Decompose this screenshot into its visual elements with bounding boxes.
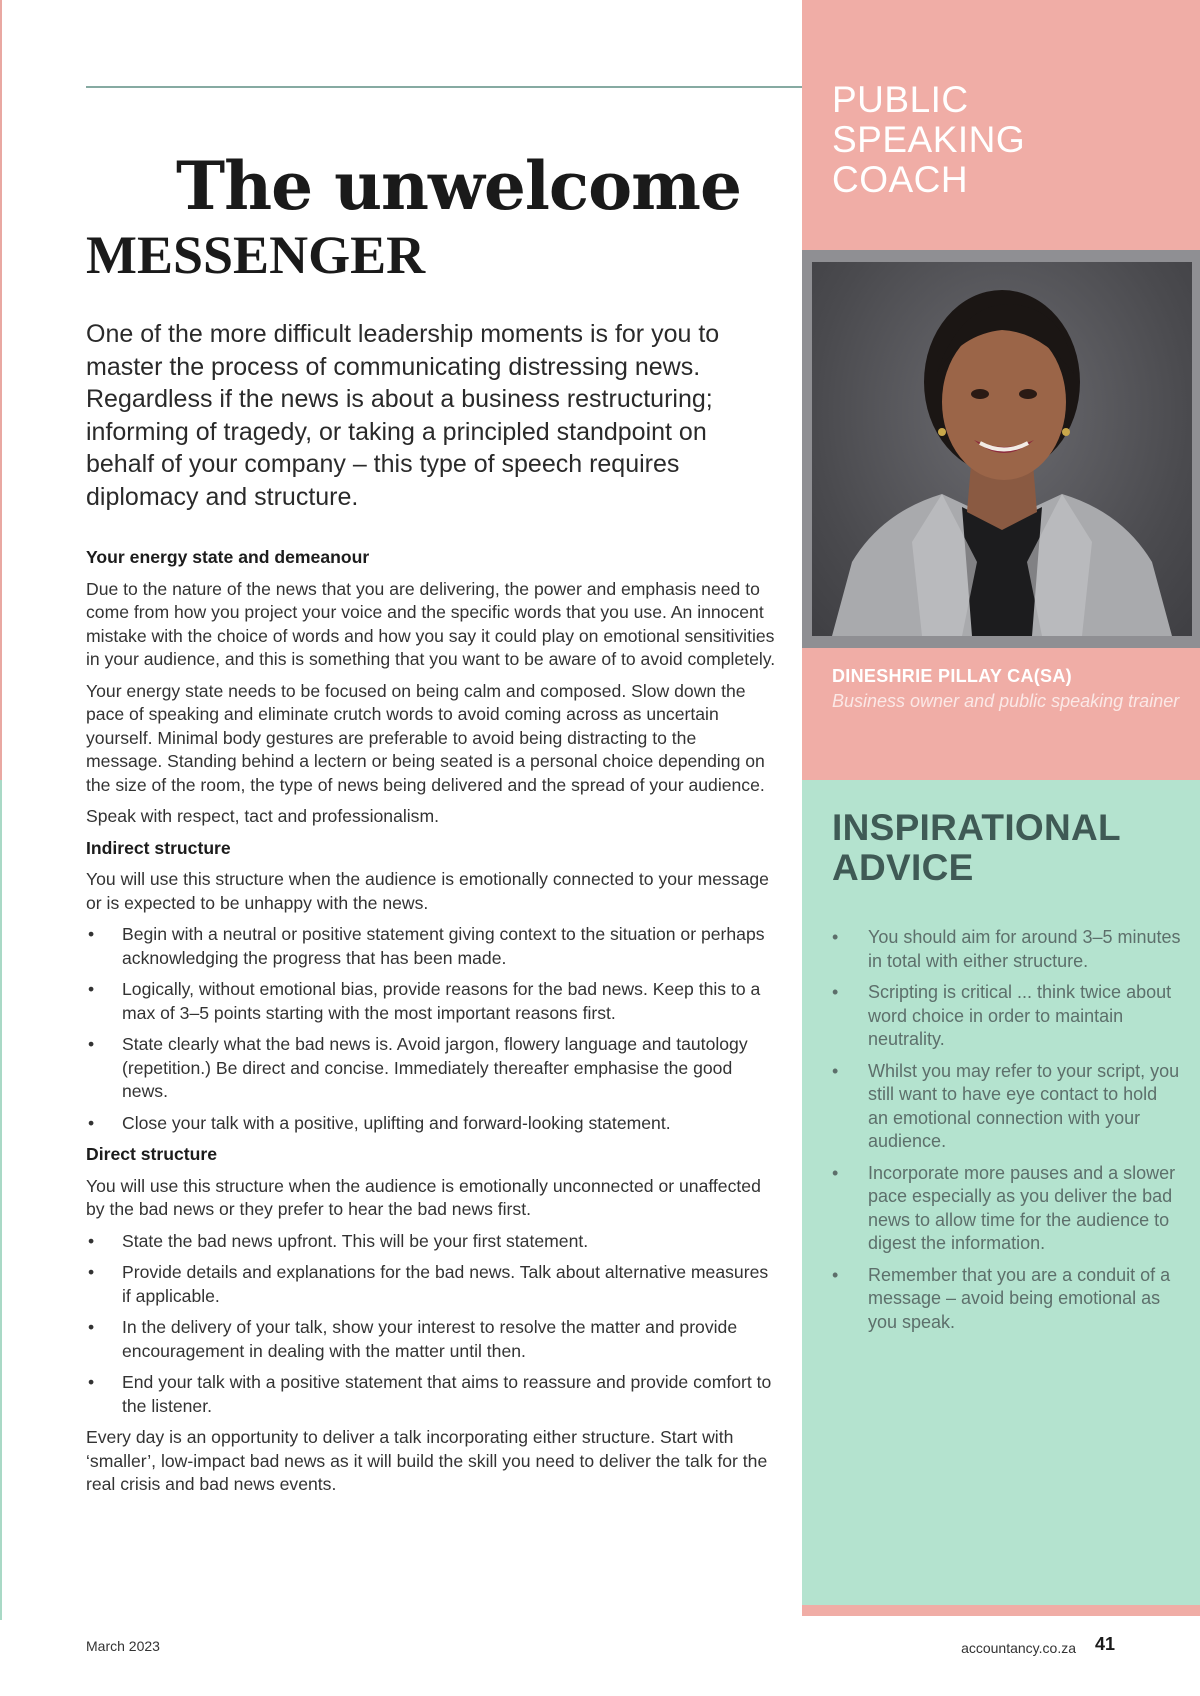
tip-text: You should aim for around 3–5 minutes in total with either structure. bbox=[868, 927, 1181, 971]
portrait-illustration bbox=[812, 262, 1192, 636]
energy-paragraph-1: Due to the nature of the news that you are delivering, the power and emphasis need to come from how you project your voice and the specific words that you use. An innocent mistake with the choice of words and how you say it could play on emotional sensitivities in your audience, and this is something that you want to be aware of to avoid completely. bbox=[86, 578, 776, 669]
author-photo bbox=[812, 262, 1192, 636]
tip-text: Whilst you may refer to your script, you still want to have eye contact to hold an emotional connection with your audience. bbox=[868, 1060, 1180, 1151]
list-item-text: State clearly what the bad news is. Avoid jargon, flowery language and tautology (repetition.) Be direct and concise. Immediately thereafter emphasise the good news. bbox=[122, 1034, 748, 1101]
author-role: Business owner and public speaking trainer bbox=[832, 691, 1180, 711]
bullet-glyph: • bbox=[88, 1372, 95, 1392]
left-edge-stripe-green bbox=[0, 780, 2, 1620]
list-item-text: State the bad news upfront. This will be your first statement. bbox=[122, 1230, 589, 1251]
bullet-glyph: • bbox=[88, 924, 95, 944]
list-item-text: Provide details and explanations for the bad news. Talk about alternative measures if applicable. bbox=[122, 1262, 769, 1306]
page-number: 41 bbox=[1095, 1634, 1116, 1654]
list-item bbox=[832, 981, 1182, 1052]
bullet-glyph: • bbox=[832, 1060, 839, 1081]
top-rule bbox=[86, 86, 802, 88]
bullet-glyph: • bbox=[832, 927, 839, 947]
list-item bbox=[86, 1033, 776, 1104]
bullet-glyph: • bbox=[88, 1112, 95, 1133]
list-item bbox=[832, 926, 1182, 973]
bullet-glyph: • bbox=[88, 1034, 95, 1054]
tip-text: Scripting is critical ... think twice about word choice in order to maintain neutrality. bbox=[868, 982, 1172, 1049]
bullet-glyph: • bbox=[832, 1162, 839, 1183]
bullet-glyph: • bbox=[88, 1262, 95, 1282]
list-item bbox=[86, 1316, 776, 1363]
bullet-glyph: • bbox=[88, 1230, 95, 1251]
bullet-glyph: • bbox=[832, 982, 839, 1002]
author-name: DINESHRIE PILLAY CA(SA) bbox=[832, 666, 1072, 686]
indirect-heading: Indirect structure bbox=[86, 837, 231, 858]
sidebar-section-title bbox=[832, 79, 1026, 200]
list-item bbox=[832, 1162, 1182, 1256]
sidebar-bottom-strip bbox=[802, 1605, 1200, 1616]
list-item bbox=[86, 1112, 776, 1136]
list-item bbox=[832, 1264, 1182, 1335]
footer-site: accountancy.co.za bbox=[961, 1640, 1076, 1656]
left-edge-stripe-pink bbox=[0, 0, 2, 780]
list-item bbox=[86, 1261, 776, 1308]
list-item bbox=[832, 1060, 1182, 1154]
list-item-text: Logically, without emotional bias, provide reasons for the bad news. Keep this to a max of 3–5 points starting with the most important reasons first. bbox=[122, 979, 761, 1023]
direct-list bbox=[86, 1230, 776, 1419]
tip-text: Remember that you are a conduit of a message – avoid being emotional as you speak. bbox=[868, 1264, 1171, 1332]
advice-title-text: INSPIRATIONAL ADVICE bbox=[832, 807, 1121, 888]
list-item bbox=[86, 978, 776, 1025]
bullet-glyph: • bbox=[88, 979, 95, 999]
energy-paragraph-3: Speak with respect, tact and professionalism. bbox=[86, 806, 440, 826]
indirect-intro: You will use this structure when the audience is emotionally connected to your message or is expected to be unhappy with the news. bbox=[86, 869, 769, 913]
bullet-glyph: • bbox=[832, 1264, 839, 1285]
indirect-list bbox=[86, 923, 776, 1135]
lead-paragraph: One of the more difficult leadership moments is for you to master the process of communicating distressing news. Regardless if the news is about a business restructuring; informing of tragedy, or taking a principled standpoint on behalf of your company – this type of speech requires diplomacy and structure. bbox=[86, 320, 720, 511]
list-item bbox=[86, 923, 776, 970]
closing-paragraph: Every day is an opportunity to deliver a talk incorporating either structure. Start with ‘smaller’, low-impact bad news as it will build the skill you need to deliver the talk for the real crisis and bad news events. bbox=[86, 1427, 768, 1494]
advice-title bbox=[832, 807, 1121, 888]
energy-heading: Your energy state and demeanour bbox=[86, 547, 370, 567]
sidebar-section-title-text: PUBLIC SPEAKING COACH bbox=[832, 79, 1026, 200]
list-item-text: End your talk with a positive statement that aims to reassure and provide comfort to the listener. bbox=[122, 1372, 772, 1416]
direct-intro: You will use this structure when the audience is emotionally unconnected or unaffected by the bad news or they prefer to hear the bad news first. bbox=[86, 1175, 761, 1219]
footer-date: March 2023 bbox=[86, 1638, 160, 1654]
article-title: The unwelcome bbox=[176, 147, 741, 225]
article-body bbox=[86, 546, 776, 1505]
list-item bbox=[86, 1230, 776, 1254]
list-item bbox=[86, 1371, 776, 1418]
list-item-text: Begin with a neutral or positive statement giving context to the situation or perhaps acknowledging the progress that has been made. bbox=[122, 924, 765, 968]
list-item-text: In the delivery of your talk, show your interest to resolve the matter and provide encouragement in dealing with the matter until then. bbox=[122, 1317, 738, 1361]
energy-paragraph-2: Your energy state needs to be focused on being calm and composed. Slow down the pace of speaking and eliminate crutch words to avoid coming across as uncertain yourself. Minimal body gestures are preferable to avoid being distracting to the message. Standing behind a lectern or being seated is a personal choice depending on the size of the room, the type of news being delivered and the spread of your audience. bbox=[86, 680, 765, 795]
advice-list bbox=[832, 926, 1182, 1342]
direct-heading: Direct structure bbox=[86, 1144, 218, 1164]
article-subtitle: MESSENGER bbox=[86, 225, 426, 285]
tip-text: Incorporate more pauses and a slower pace especially as you deliver the bad news to allow time for the audience to digest the information. bbox=[868, 1162, 1176, 1253]
list-item-text: Close your talk with a positive, uplifting and forward-looking statement. bbox=[122, 1112, 671, 1133]
bullet-glyph: • bbox=[88, 1317, 95, 1337]
